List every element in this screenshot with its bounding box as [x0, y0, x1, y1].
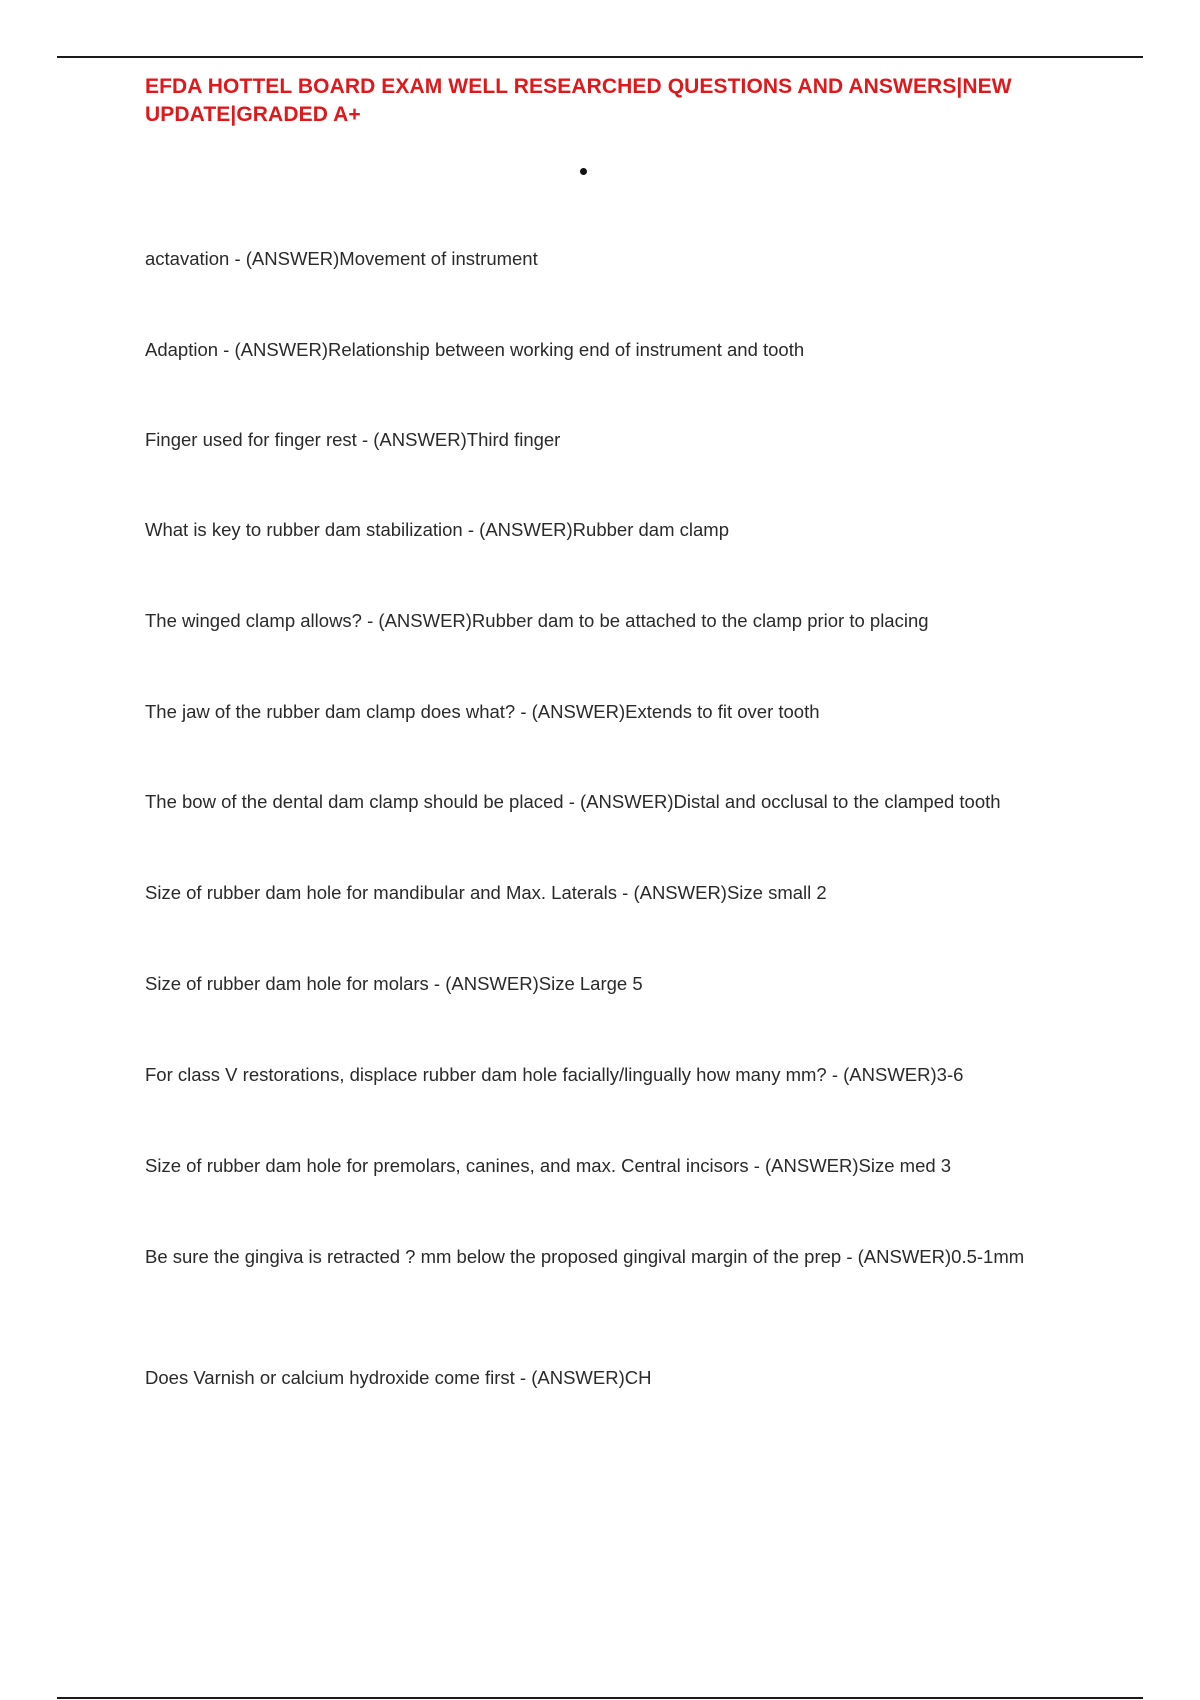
qa-item-varnish-ch: Does Varnish or calcium hydroxide come first - (ANSWER)CH — [145, 1367, 652, 1388]
qa-item-winged-clamp: The winged clamp allows? - (ANSWER)Rubber dam to be attached to the clamp prior to placing — [145, 610, 929, 631]
top-divider — [57, 56, 1143, 58]
qa-item-clamp-jaw: The jaw of the rubber dam clamp does what? - (ANSWER)Extends to fit over tooth — [145, 701, 820, 722]
qa-item-clamp-bow: The bow of the dental dam clamp should be placed - (ANSWER)Distal and occlusal to the clamped tooth — [145, 791, 1001, 812]
qa-item-hole-laterals: Size of rubber dam hole for mandibular and Max. Laterals - (ANSWER)Size small 2 — [145, 882, 827, 903]
qa-item-class-v: For class V restorations, displace rubber dam hole facially/lingually how many mm? - (ANSWER)3-6 — [145, 1064, 964, 1085]
document-title: EFDA HOTTEL BOARD EXAM WELL RESEARCHED QUESTIONS AND ANSWERS|NEW UPDATE|GRADED A+ — [145, 75, 1012, 126]
qa-item-hole-molars: Size of rubber dam hole for molars - (ANSWER)Size Large 5 — [145, 973, 643, 994]
qa-item-actavation: actavation - (ANSWER)Movement of instrument — [145, 248, 538, 269]
qa-item-adaption: Adaption - (ANSWER)Relationship between working end of instrument and tooth — [145, 339, 805, 360]
qa-item-hole-premolars: Size of rubber dam hole for premolars, canines, and max. Central incisors - (ANSWER)Size med 3 — [145, 1155, 952, 1176]
bullet-point-icon — [580, 168, 587, 175]
bottom-divider — [57, 1697, 1143, 1699]
qa-item-gingiva-retraction: Be sure the gingiva is retracted ? mm below the proposed gingival margin of the prep - (ANSWER)0.5-1mm — [145, 1246, 1025, 1267]
qa-item-finger-rest: Finger used for finger rest - (ANSWER)Third finger — [145, 429, 561, 450]
qa-item-dam-stabilization: What is key to rubber dam stabilization - (ANSWER)Rubber dam clamp — [145, 519, 729, 540]
